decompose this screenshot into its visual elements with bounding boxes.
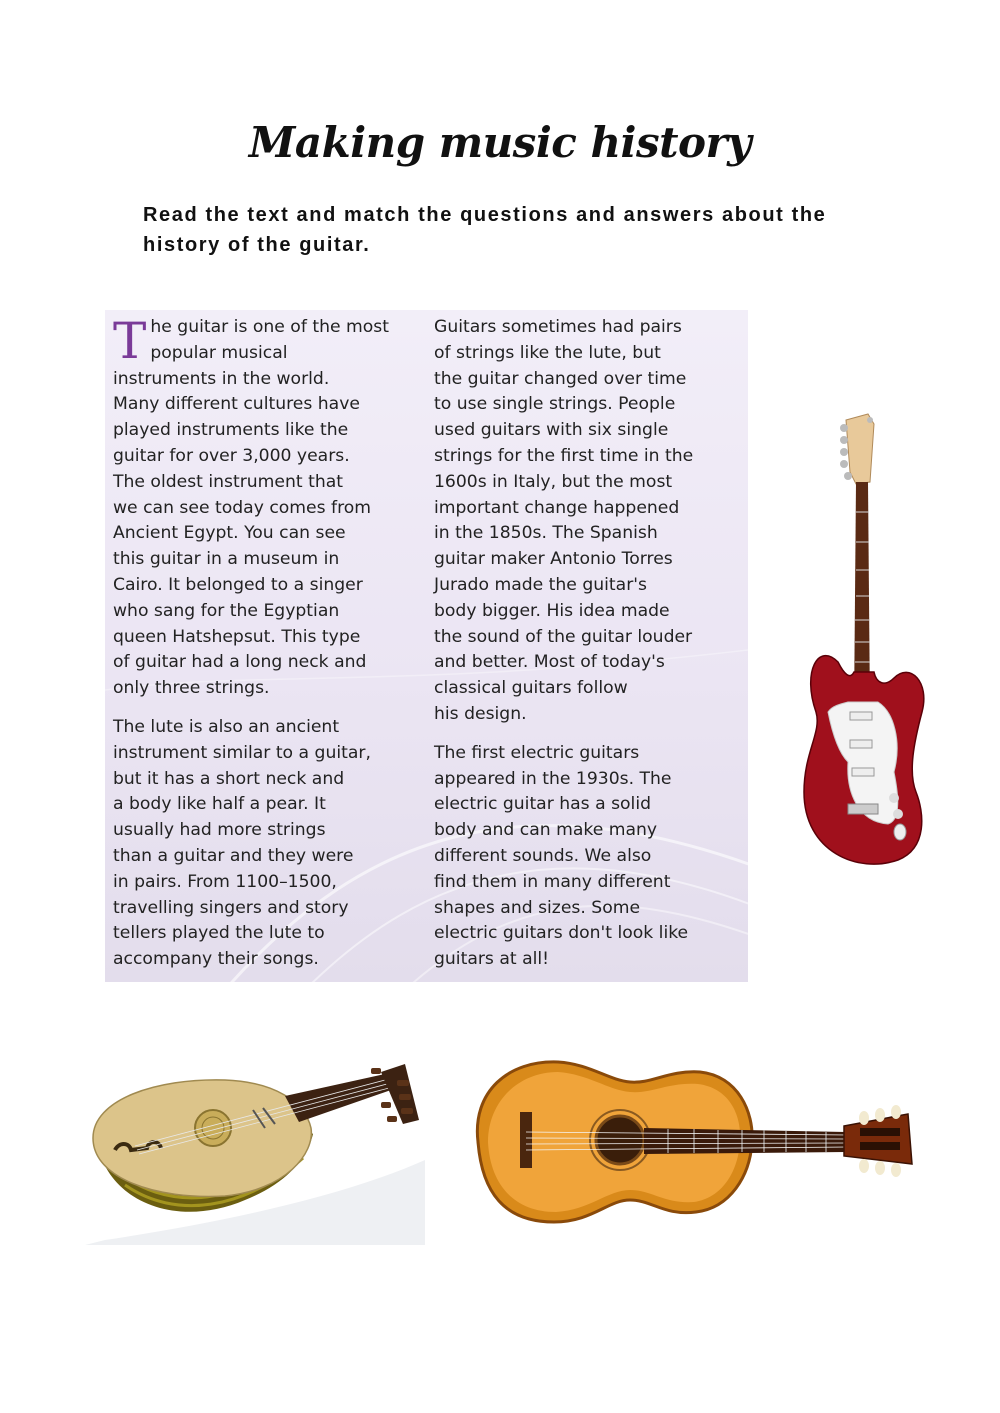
paragraph-1-text: he guitar is one of the most popular musical instruments in the world. Many different cultures have played instruments like the guitar for over 3,000 years. The oldest instrument that we can see today comes from Ancient Egypt. You can see this guitar in a museum in Cairo. It belonged to a singer who sang for the Egyptian queen Hatshepsut. This type of guitar had a long neck and only three strings.: [113, 317, 389, 699]
classical-guitar-icon: [468, 1052, 914, 1232]
article-paragraph-3: Guitars sometimes had pairs of strings like the lute, but the guitar changed over time to use single strings. People used guitars with six single strings for the first time in the 1600s in Italy, but the most important change happened in the 1850s. The Spanish guitar maker Antonio Torres Jurado made the guitar's body bigger. His idea made the sound of the guitar louder and better. Most of today's classical guitars follow his design.: [434, 317, 694, 724]
instructions: Read the text and match the questions and answers about the history of the guitar.: [143, 204, 827, 256]
article-paragraph-2: The lute is also an ancient instrument similar to a guitar, but it has a short neck and a body like half a pear. It usually had more strings than a guitar and they were in pairs. From 1100–1500, travelling singers and story tellers played the lute to accompany their songs.: [113, 716, 371, 970]
article-column-left: [113, 312, 418, 982]
electric-guitar-icon: [798, 412, 930, 872]
page-title: Making music history: [248, 118, 752, 167]
article-column-right: [434, 315, 739, 982]
article-paragraph-1: [113, 312, 418, 702]
article-box: [105, 310, 748, 982]
article-paragraph-4: The first electric guitars appeared in the 1930s. The electric guitar has a solid body and can make many different sounds. We also find them in many different shapes and sizes. Some electric guitars don't look like guitars at all!: [434, 742, 689, 970]
lute-icon: [85, 1050, 425, 1245]
drop-cap: T: [113, 312, 147, 370]
